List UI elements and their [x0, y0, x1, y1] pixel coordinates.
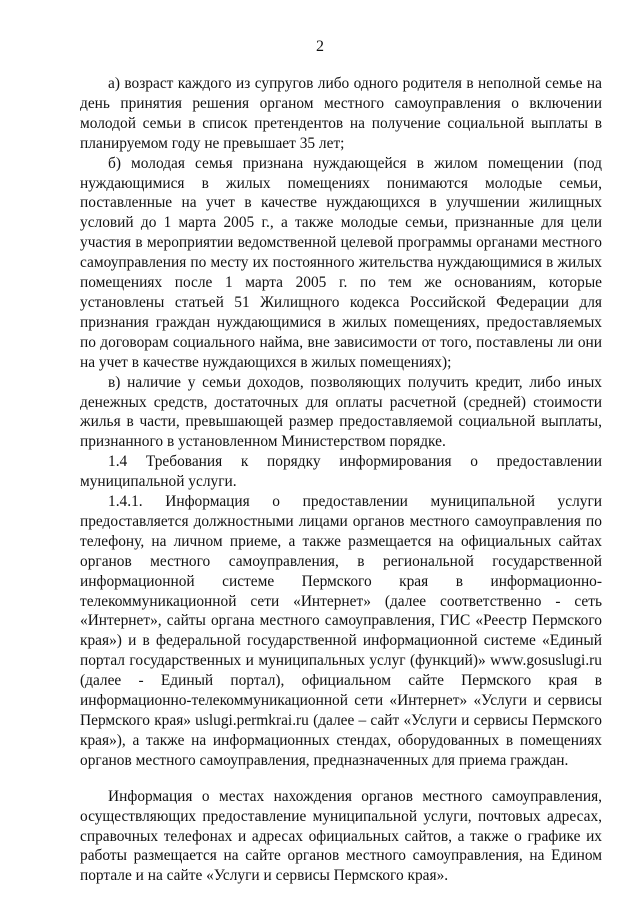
paragraph-b-housing-need: б) молодая семья признана нуждающейся в жилом помещении (под нуждающимися в жилых помещениях понимаются молодые семьи, поставленные на учет в качестве нуждающихся в улучшении жилищных условий до 1 марта 2005 г., а также молодые семьи, признанные для цели участия в мероприятии ведомственной целевой программы органами местного самоуправления по месту их постоянного жительства нуждающимися в жилых помещениях после 1 марта 2005 г. по тем же основаниям, которые установлены статьей 51 Жилищного кодекса Российской Федерации для признания граждан нуждающимися в жилых помещениях, предоставляемых по договорам социального найма, вне зависимости от того, поставлены ли они на учет в качестве нуждающихся в жилых помещениях);	[80, 154, 602, 371]
paragraph-locations-info: Информация о местах нахождения органов местного самоуправления, осуществляющих предоставление муниципальной услуги, почтовых адресах, справочных телефонах и адресах официальных сайтов, а также о графике их работы размещается на сайте органов местного самоуправления, на Едином портале и на сайте «Услуги и сервисы Пермского края».	[80, 787, 602, 885]
paragraph-1-4-1: 1.4.1. Информация о предоставлении муниципальной услуги предоставляется должностными лицами органов местного самоуправления по телефону, на личном приеме, а также размещается на официальных сайтах органов местного самоуправления, в региональной государственной информационной системе Пермского края в информационно-телекоммуникационной сети «Интернет» (далее соответственно - сеть «Интернет», сайты органа местного самоуправления, ГИС «Реестр Пермского края») и в федеральной государственной информационной системе «Единый портал государственных и муниципальных услуг (функций)» www.gosuslugi.ru (далее - Единый портал), официальном сайте Пермского края в информационно-телекоммуникационной сети «Интернет» «Услуги и сервисы Пермского края» uslugi.permkrai.ru (далее – сайт «Услуги и сервисы Пермского края»), а также на информационных стендах, оборудованных в помещениях органов местного самоуправления, предназначенных для приема граждан.	[80, 493, 602, 769]
page-number: 2	[316, 38, 324, 55]
document-body	[80, 74, 602, 886]
paragraph-a-age-requirement: а) возраст каждого из супругов либо одного родителя в неполной семье на день принятия решения органом местного самоуправления о включении молодой семьи в список претендентов на получение социальной выплаты в планируемом году не превышает 35 лет;	[80, 75, 602, 152]
paragraph-c-income: в) наличие у семьи доходов, позволяющих получить кредит, либо иных денежных средств, достаточных для оплаты расчетной (средней) стоимости жилья в части, превышающей размер предоставляемой социальной выплаты, признанного в установленном Министерством порядке.	[80, 373, 602, 451]
section-1-4-heading: 1.4 Требования к порядку информирования о предоставлении муниципальной услуги.	[80, 453, 602, 491]
